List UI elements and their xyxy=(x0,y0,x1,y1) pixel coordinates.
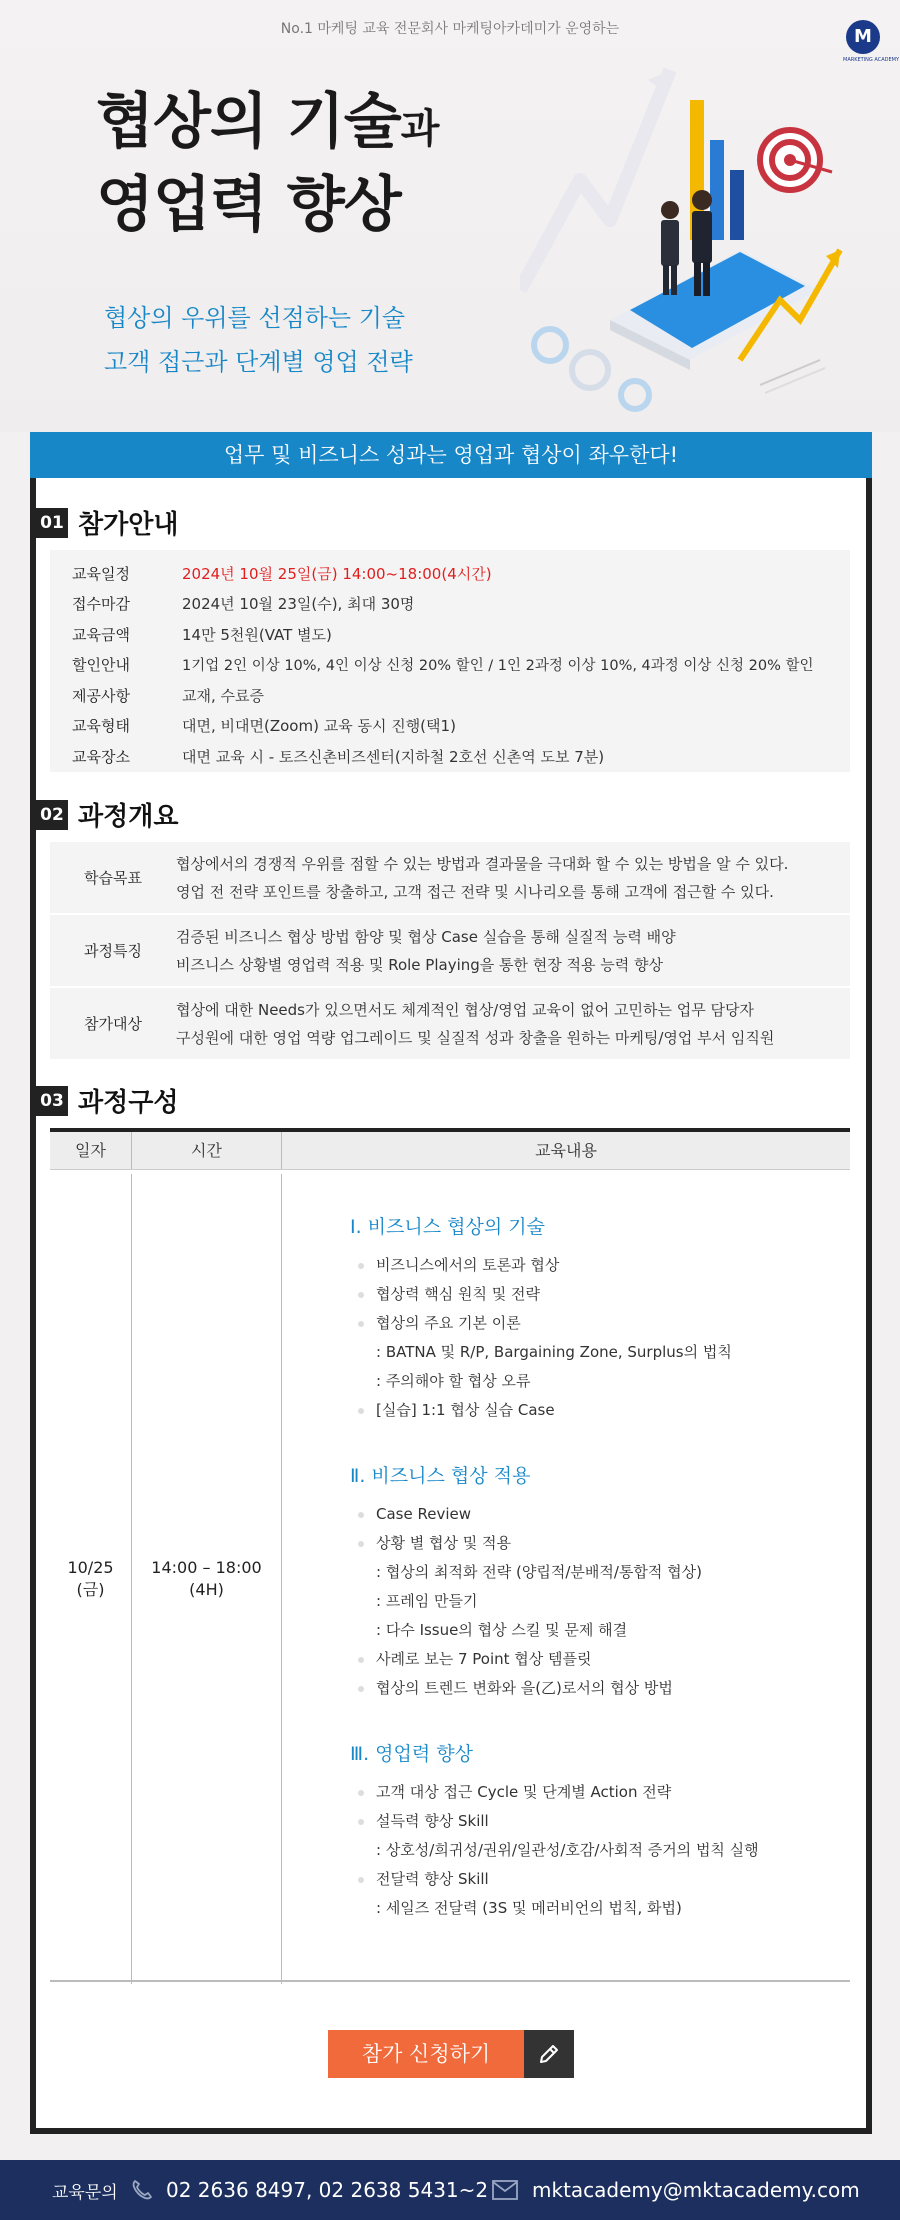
section-title: 참가안내 xyxy=(78,510,179,540)
info-row xyxy=(72,558,850,589)
hero-title xyxy=(96,84,438,243)
date-day: (금) xyxy=(76,1580,105,1599)
curriculum-part xyxy=(350,1212,850,1425)
phone-icon xyxy=(130,2178,154,2202)
header-time: 시간 xyxy=(132,1132,282,1169)
footer-label: 교육문의 xyxy=(52,2182,118,2203)
section-number: 01 xyxy=(36,508,68,538)
curriculum-part xyxy=(350,1461,850,1703)
header-content: 교육내용 xyxy=(535,1141,597,1160)
curriculum-header-row xyxy=(50,1132,850,1170)
footer-email[interactable]: mktacademy@mktacademy.com xyxy=(532,2178,860,2202)
time-text: 14:00 – 18:00 xyxy=(151,1558,262,1577)
curriculum-subitem: : 상호성/희귀성/권위/일관성/호감/사회적 증거의 법칙 실행 xyxy=(376,1841,759,1859)
curriculum-subitem: : 협상의 최적화 전략 (양립적/분배적/통합적 협상) xyxy=(376,1563,703,1581)
info-row xyxy=(72,741,850,772)
info-key: 교육장소 xyxy=(72,747,130,766)
curriculum-part-title: Ⅰ. 비즈니스 협상의 기술 xyxy=(350,1216,545,1238)
logo-text: MARKETING ACADEMY xyxy=(843,57,900,63)
info-table xyxy=(50,550,850,772)
info-value: 2024년 10월 23일(수), 최대 30명 xyxy=(182,595,415,614)
section-header-overview xyxy=(36,796,178,833)
curriculum-item: 설득력 향상 Skill xyxy=(350,1807,850,1836)
curriculum-item: Case Review xyxy=(350,1500,850,1529)
curriculum-item: 사례로 보는 7 Point 협상 템플릿 xyxy=(350,1645,850,1674)
section-title: 과정개요 xyxy=(78,802,179,832)
curriculum-item: 비즈니스에서의 토론과 협상 xyxy=(350,1251,850,1280)
overview-line: 협상에 대한 Needs가 있으면서도 체계적인 협상/영업 교육이 없어 고민하는 업무 담당자 xyxy=(176,1000,754,1019)
curriculum-subitem: : 프레임 만들기 xyxy=(376,1592,478,1610)
curriculum-subitem: : BATNA 및 R/P, Bargaining Zone, Surplus의 법칙 xyxy=(376,1343,732,1361)
info-value: 대면, 비대면(Zoom) 교육 동시 진행(택1) xyxy=(182,717,456,736)
section-title: 과정구성 xyxy=(78,1088,179,1118)
info-value: 대면 교육 시 - 토즈신촌비즈센터(지하철 2호선 신촌역 도보 7분) xyxy=(182,747,605,766)
curriculum-part-title: Ⅲ. 영업력 향상 xyxy=(350,1743,473,1765)
hero-title-line2: 영업력 향상 xyxy=(96,170,401,240)
overview-line: 협상에서의 경쟁적 우위를 점할 수 있는 방법과 결과물을 극대화 할 수 있는 방법을 알 수 있다. xyxy=(176,854,789,873)
info-key: 할인안내 xyxy=(72,656,130,675)
hero-title-line1-suffix: 과 xyxy=(400,106,439,152)
overview-key: 과정특징 xyxy=(84,942,142,960)
info-key: 교육형태 xyxy=(72,717,130,736)
overview-row xyxy=(50,842,850,913)
info-value: 14만 5천원(VAT 별도) xyxy=(182,625,332,644)
info-key: 교육일정 xyxy=(72,564,130,583)
mail-icon xyxy=(492,2180,518,2200)
date-text: 10/25 xyxy=(67,1558,114,1577)
hero-subtitle xyxy=(104,296,413,384)
overview-key: 참가대상 xyxy=(84,1015,142,1033)
info-key: 교육금액 xyxy=(72,625,130,644)
curriculum-subitem: : 세일즈 전달력 (3S 및 메러비언의 법칙, 화법) xyxy=(376,1899,682,1917)
info-row xyxy=(72,589,850,620)
pencil-icon[interactable] xyxy=(524,2030,574,2078)
curriculum-part xyxy=(350,1739,850,1923)
curriculum-item: 협상의 주요 기본 이론 xyxy=(350,1309,850,1338)
hero-subtitle-line1: 협상의 우위를 선점하는 기술 xyxy=(104,304,406,332)
overview-table xyxy=(50,842,850,1056)
curriculum-subitem: : 주의해야 할 협상 오류 xyxy=(376,1372,531,1390)
overview-row xyxy=(50,915,850,986)
hero-subtitle-line2: 고객 접근과 단계별 영업 전략 xyxy=(104,348,413,376)
apply-button[interactable] xyxy=(328,2030,574,2078)
curriculum-body xyxy=(50,1174,850,1984)
info-row xyxy=(72,711,850,742)
info-row xyxy=(72,619,850,650)
section-number: 02 xyxy=(36,800,68,830)
curriculum-item: 상황 별 협상 및 적용 xyxy=(350,1529,850,1558)
info-value: 교재, 수료증 xyxy=(182,686,264,705)
curriculum-item: 협상력 핵심 원칙 및 전략 xyxy=(350,1280,850,1309)
section-header-info xyxy=(36,504,178,541)
info-key: 제공사항 xyxy=(72,686,130,705)
overview-line: 검증된 비즈니스 협상 방법 함양 및 협상 Case 실습을 통해 실질적 능력 배양 xyxy=(176,927,676,946)
logo-mark: M xyxy=(846,20,880,54)
curriculum-item: 협상의 트렌드 변화와 을(乙)로서의 협상 방법 xyxy=(350,1674,850,1703)
date-cell xyxy=(50,1174,132,1984)
info-key: 접수마감 xyxy=(72,595,130,614)
apply-button-label[interactable]: 참가 신청하기 xyxy=(328,2030,524,2078)
curriculum-subitem: : 다수 Issue의 협상 스킬 및 문제 해결 xyxy=(376,1621,628,1639)
curriculum-item: [실습] 1:1 협상 실습 Case xyxy=(350,1396,850,1425)
overview-line: 영업 전 전략 포인트를 창출하고, 고객 접근 전략 및 시나리오를 통해 고객에 접근할 수 있다. xyxy=(176,882,774,901)
business-growth-illustration xyxy=(520,60,860,430)
curriculum-part-title: Ⅱ. 비즈니스 협상 적용 xyxy=(350,1465,531,1487)
curriculum-item: 전달력 향상 Skill xyxy=(350,1865,850,1894)
headline-banner: 업무 및 비즈니스 성과는 영업과 협상이 좌우한다! xyxy=(30,432,872,478)
overview-key: 학습목표 xyxy=(84,869,142,887)
hero-top-text: No.1 마케팅 교육 전문회사 마케팅아카데미가 운영하는 xyxy=(280,21,620,37)
curriculum-item: 고객 대상 접근 Cycle 및 단계별 Action 전략 xyxy=(350,1778,850,1807)
footer-phone[interactable]: 02 2636 8497, 02 2638 5431~2 xyxy=(166,2178,489,2202)
header-date: 일자 xyxy=(50,1132,132,1169)
curriculum-table xyxy=(50,1128,850,1982)
info-row xyxy=(72,680,850,711)
content-cell xyxy=(282,1174,850,1984)
section-number: 03 xyxy=(36,1086,68,1116)
time-cell xyxy=(132,1174,282,1984)
section-header-curriculum xyxy=(36,1082,178,1119)
overview-row xyxy=(50,988,850,1059)
hero-title-line1: 협상의 기술 xyxy=(96,87,401,157)
info-value: 1기업 2인 이상 10%, 4인 이상 신청 20% 할인 / 1인 2과정 이상 10%, 4과정 이상 신청 20% 할인 xyxy=(182,658,814,675)
overview-line: 비즈니스 상황별 영업력 적용 및 Role Playing을 통한 현장 적용 능력 향상 xyxy=(176,955,664,974)
info-row xyxy=(72,650,850,681)
info-value: 2024년 10월 25일(금) 14:00~18:00(4시간) xyxy=(182,564,492,583)
hero xyxy=(0,0,900,432)
time-duration: (4H) xyxy=(189,1580,224,1599)
footer xyxy=(0,2160,900,2220)
overview-line: 구성원에 대한 영업 역량 업그레이드 및 실질적 성과 창출을 원하는 마케팅/영업 부서 임직원 xyxy=(176,1028,775,1047)
